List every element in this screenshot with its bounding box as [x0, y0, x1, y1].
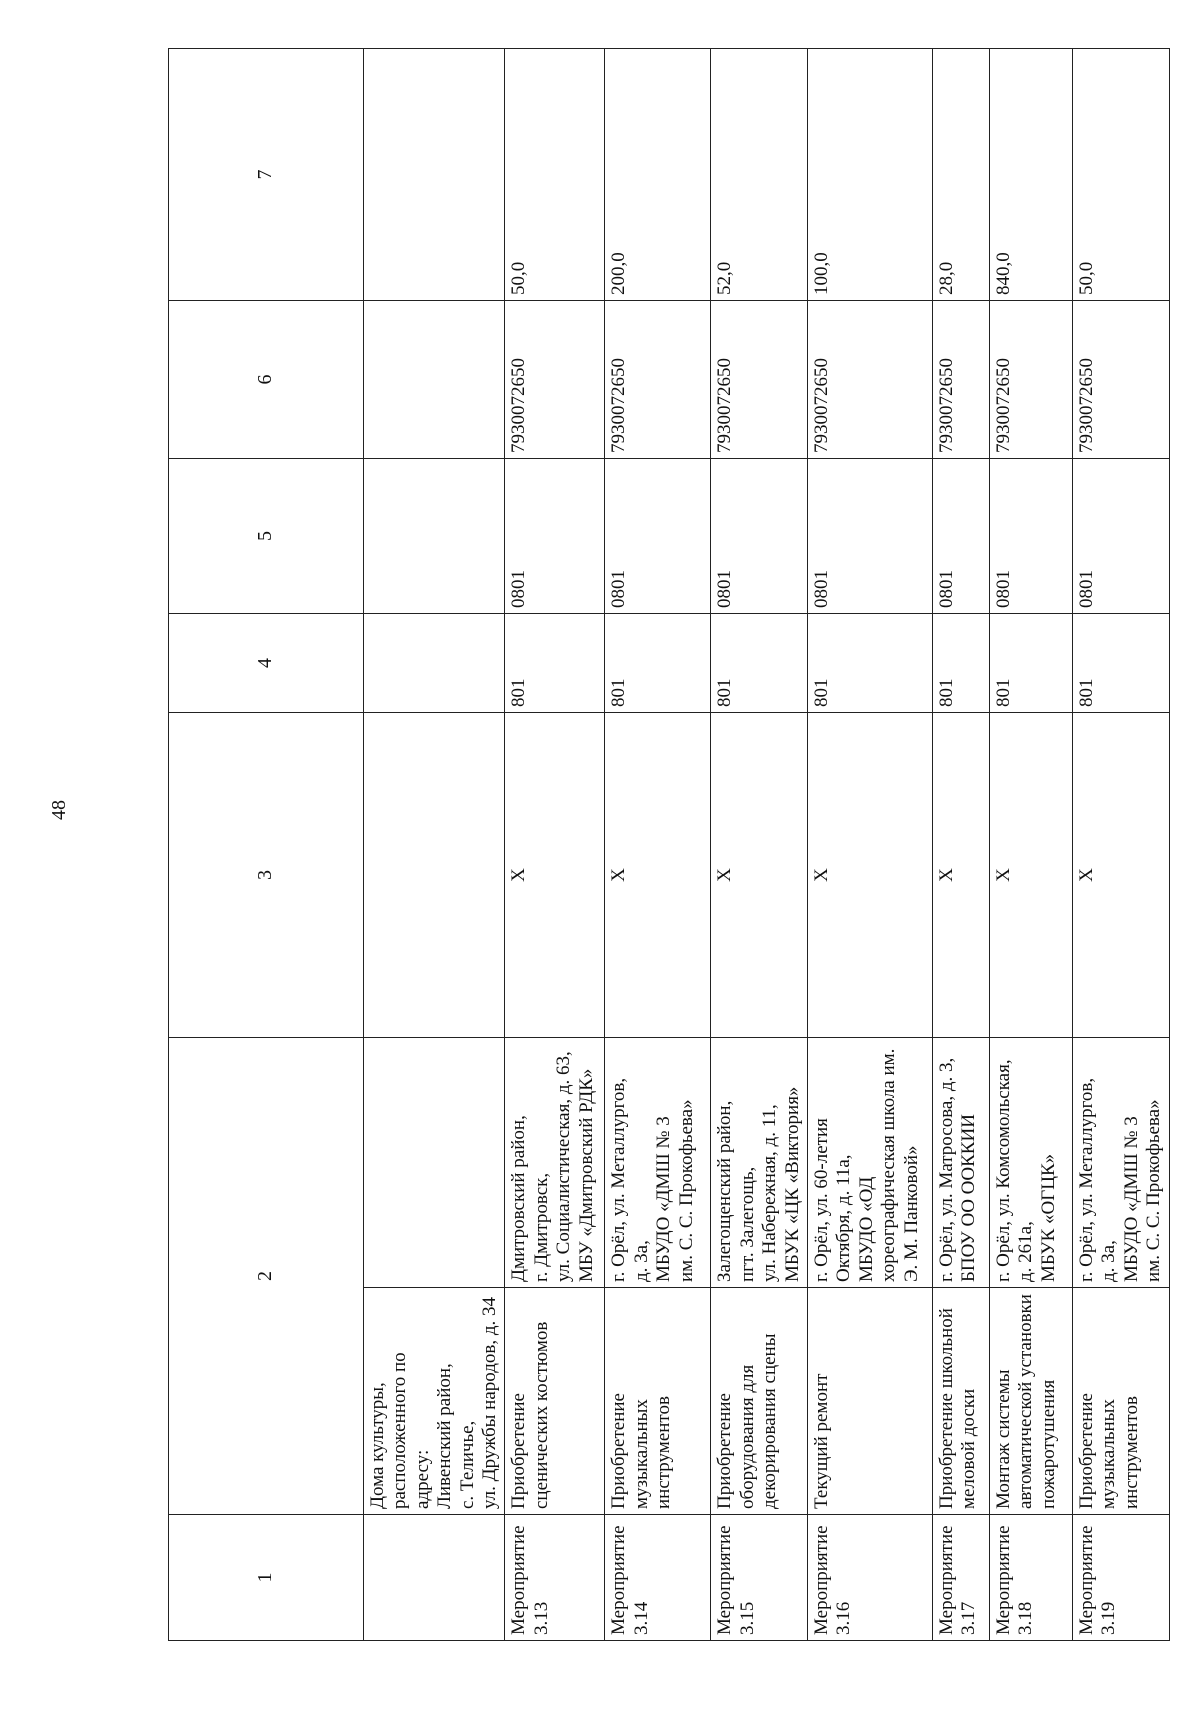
continuation-line: Ливенский район, — [434, 1363, 456, 1509]
address-line: г. Орёл, ул. Матросова, д. 3, — [936, 1057, 958, 1282]
continuation-line: Дома культуры, — [367, 1382, 388, 1509]
col-4-cell: 801 — [711, 614, 808, 713]
col-4-cell: 801 — [505, 614, 605, 713]
col-7-cell: 50,0 — [1073, 49, 1170, 301]
col-5-cell: 0801 — [605, 459, 711, 614]
address-line: МБУК «ЦК «Виктория» — [781, 1086, 803, 1282]
address-line: г. Дмитровск, — [530, 1172, 552, 1282]
address-line: хореографическая школа им. — [878, 1048, 900, 1282]
col-5-cell: 0801 — [1073, 459, 1170, 614]
table-row — [990, 49, 1073, 1641]
measure-cell: Мероприятие 3.13 — [505, 1515, 605, 1641]
address-line: им. С. С. Прокофьева» — [675, 1099, 697, 1282]
address-line: д. 3а, — [1098, 1240, 1120, 1282]
measure-cell: Мероприятие 3.18 — [990, 1515, 1073, 1641]
col-7-cell: 200,0 — [605, 49, 711, 301]
col-7-cell: 28,0 — [933, 49, 990, 301]
col-7-cell: 52,0 — [711, 49, 808, 301]
address-cell — [1073, 1038, 1170, 1288]
description-cell: Монтаж системы автоматической установки пожаротушения — [990, 1288, 1073, 1515]
address-line: МБУДО «ОД — [855, 1176, 877, 1282]
address-cell — [808, 1038, 933, 1288]
page-number: 48 — [48, 800, 70, 820]
continuation-col-6 — [364, 301, 505, 459]
continuation-measure-cell — [364, 1515, 505, 1641]
header-col-4: 4 — [169, 614, 364, 713]
col-5-cell: 0801 — [711, 459, 808, 614]
measure-cell: Мероприятие 3.15 — [711, 1515, 808, 1641]
col-6-cell: 7930072650 — [711, 301, 808, 459]
address-line: Дмитровский район, — [508, 1115, 530, 1282]
measure-cell: Мероприятие 3.19 — [1073, 1515, 1170, 1641]
address-line: МБУ «Дмитровский РДК» — [575, 1068, 597, 1282]
address-line: г. Орёл, ул. 60-летия — [811, 1118, 833, 1282]
table-row — [505, 49, 605, 1641]
address-line: Октября, д. 11а, — [833, 1154, 855, 1282]
address-line: г. Орёл, ул. Металлургов, — [1076, 1077, 1098, 1282]
col-5-cell: 0801 — [808, 459, 933, 614]
col-7-cell: 50,0 — [505, 49, 605, 301]
address-line: г. Орёл, ул. Металлургов, — [608, 1077, 630, 1282]
continuation-line: с. Теличье, — [456, 1420, 478, 1509]
continuation-col-4 — [364, 614, 505, 713]
continuation-line: ул. Дружбы народов, д. 34 — [479, 1296, 501, 1509]
address-line: ул. Набережная, д. 11, — [759, 1104, 781, 1282]
description-cell: Текущий ремонт — [808, 1288, 933, 1515]
address-line: пгт. Залегощь, — [736, 1166, 758, 1282]
header-row — [169, 49, 364, 1641]
description-cell: Приобретение школьной меловой доски — [933, 1288, 990, 1515]
col-3-cell: Х — [505, 713, 605, 1038]
table-row — [808, 49, 933, 1641]
col-3-cell: Х — [808, 713, 933, 1038]
continuation-address-cell — [364, 1038, 505, 1288]
header-col-1: 1 — [169, 1515, 364, 1641]
header-col-6: 6 — [169, 301, 364, 459]
description-cell: Приобретение музыкальных инструментов — [1073, 1288, 1170, 1515]
header-col-7: 7 — [169, 49, 364, 301]
address-line: МБУК «ОГЦК» — [1037, 1153, 1059, 1282]
col-6-cell: 7930072650 — [990, 301, 1073, 459]
budget-table — [168, 48, 1170, 1641]
address-line: МБУДО «ДМШ № 3 — [653, 1116, 675, 1282]
col-6-cell: 7930072650 — [808, 301, 933, 459]
col-3-cell: Х — [1073, 713, 1170, 1038]
table-row — [1073, 49, 1170, 1641]
measure-cell: Мероприятие 3.17 — [933, 1515, 990, 1641]
col-3-cell: Х — [711, 713, 808, 1038]
col-3-cell: Х — [933, 713, 990, 1038]
description-cell: Приобретение оборудования для декорирования сцены — [711, 1288, 808, 1515]
address-cell — [605, 1038, 711, 1288]
col-6-cell: 7930072650 — [605, 301, 711, 459]
description-cell: Приобретение музыкальных инструментов — [605, 1288, 711, 1515]
measure-cell: Мероприятие 3.16 — [808, 1515, 933, 1641]
address-cell — [711, 1038, 808, 1288]
continuation-col-7 — [364, 49, 505, 301]
header-col-3: 3 — [169, 713, 364, 1038]
col-4-cell: 801 — [808, 614, 933, 713]
col-3-cell: Х — [605, 713, 711, 1038]
continuation-row — [364, 49, 505, 1641]
col-6-cell: 7930072650 — [933, 301, 990, 459]
col-4-cell: 801 — [990, 614, 1073, 713]
description-cell: Приобретение сценических костюмов — [505, 1288, 605, 1515]
continuation-line: расположенного по адресу: — [389, 1352, 433, 1509]
continuation-col-5 — [364, 459, 505, 614]
continuation-description — [364, 1288, 505, 1515]
col-5-cell: 0801 — [933, 459, 990, 614]
header-col-5: 5 — [169, 459, 364, 614]
address-line: МБУДО «ДМШ № 3 — [1120, 1116, 1142, 1282]
col-5-cell: 0801 — [505, 459, 605, 614]
table-row — [933, 49, 990, 1641]
col-7-cell: 100,0 — [808, 49, 933, 301]
address-cell — [933, 1038, 990, 1288]
address-line: ул. Социалистическая, д. 63, — [553, 1051, 575, 1282]
address-line: им. С. С. Прокофьева» — [1143, 1099, 1165, 1282]
continuation-col-3 — [364, 713, 505, 1038]
col-4-cell: 801 — [933, 614, 990, 713]
address-line: Э. М. Панковой» — [900, 1145, 922, 1282]
table-container — [168, 49, 1165, 1641]
address-line: БПОУ ОО ООККИИ — [958, 1114, 980, 1282]
col-6-cell: 7930072650 — [505, 301, 605, 459]
header-col-2: 2 — [169, 1038, 364, 1515]
col-4-cell: 801 — [605, 614, 711, 713]
col-3-cell: Х — [990, 713, 1073, 1038]
col-6-cell: 7930072650 — [1073, 301, 1170, 459]
address-cell — [505, 1038, 605, 1288]
table-row — [605, 49, 711, 1641]
col-4-cell: 801 — [1073, 614, 1170, 713]
address-line: д. 3а, — [630, 1240, 652, 1282]
col-7-cell: 840,0 — [990, 49, 1073, 301]
measure-cell: Мероприятие 3.14 — [605, 1515, 711, 1641]
address-line: г. Орёл, ул. Комсомольская, — [993, 1059, 1015, 1282]
address-line: Залегощенский район, — [714, 1100, 736, 1282]
address-line: д. 261а, — [1015, 1221, 1037, 1282]
address-cell — [990, 1038, 1073, 1288]
table-row — [711, 49, 808, 1641]
col-5-cell: 0801 — [990, 459, 1073, 614]
